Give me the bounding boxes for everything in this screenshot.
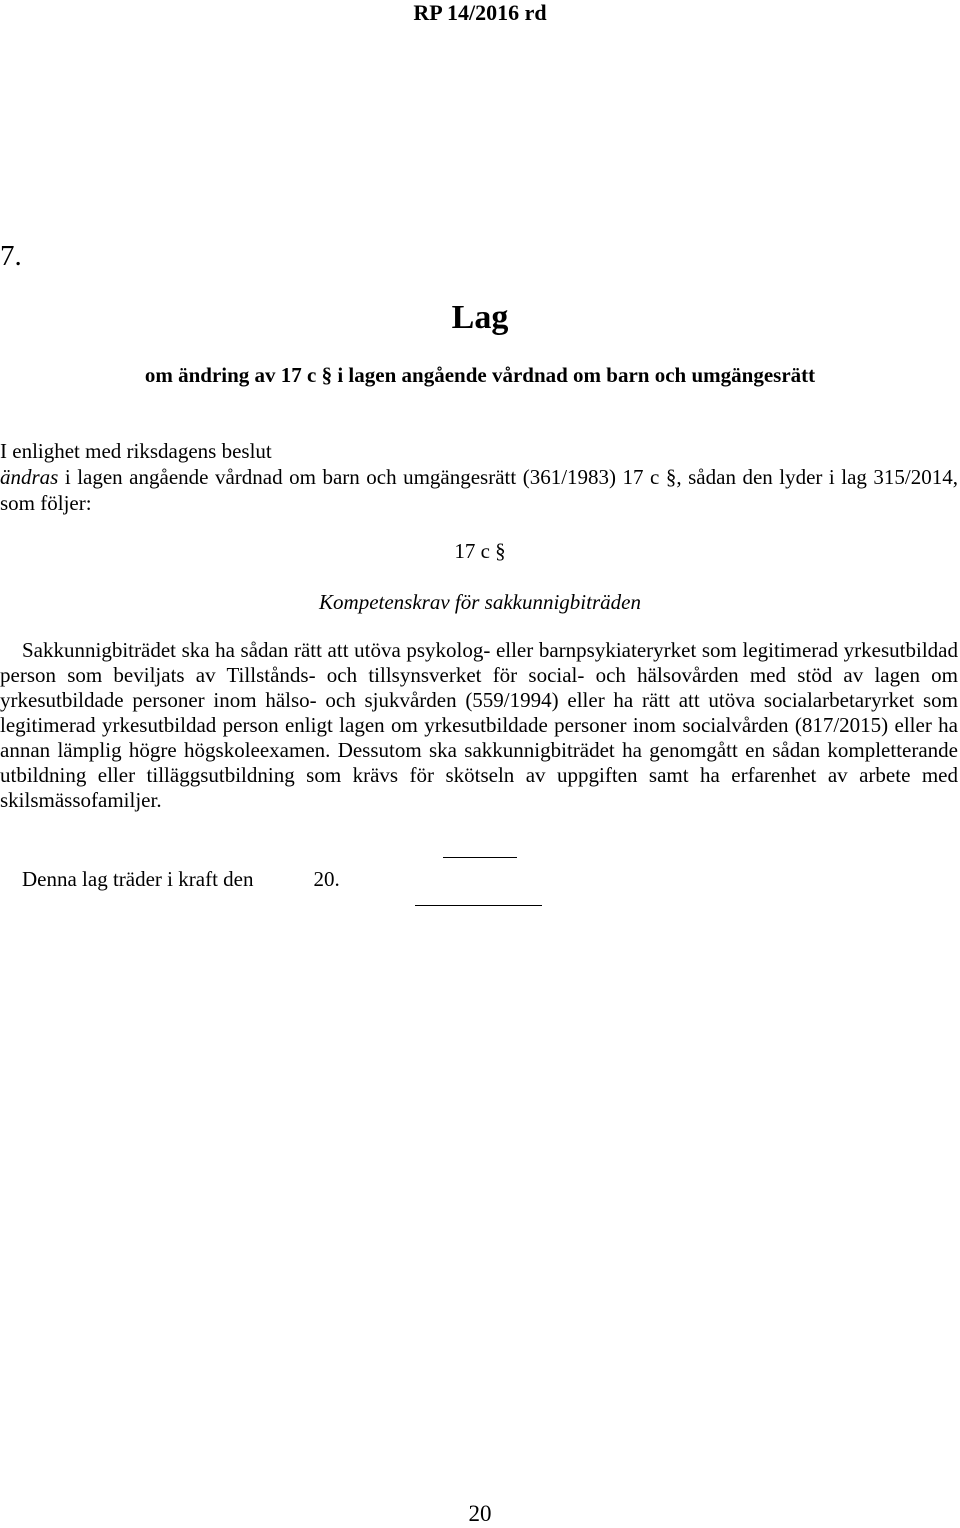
law-subtitle: om ändring av 17 c § i lagen angående vårdnad om barn och umgängesrätt	[144, 363, 816, 387]
preamble	[0, 438, 958, 516]
document-reference: RP 14/2016 rd	[413, 0, 547, 25]
section-body: Sakkunnigbiträdet ska ha sådan rätt att utöva psykolog- eller barnpsykiateryrket som legitimerad yrkesutbildad person som beviljats av Tillstånds- och tillsynsverket för social- och hälsovården med stöd av lagen om yrkesutbildade personer inom hälso- och sjukvården (559/1994) eller ha rätt att utöva socialarbetaryrket som legitimerad yrkesutbildad person enligt lagen om yrkesutbildade personer inom socialvården (817/2015) eller ha annan lämplig högre högskoleexamen. Dessutom ska sakkunnigbiträdet ha genomgått en sådan kompletterande utbildning eller tilläggsutbildning som krävs för skötseln av uppgiften samt ha erfarenhet av arbete med skilsmässofamiljer.	[0, 638, 958, 812]
effective-date-clause	[22, 866, 340, 892]
section-heading: Kompetenskrav för sakkunnigbiträden	[319, 590, 641, 614]
effective-period: .	[334, 867, 340, 891]
separator-rule-long	[415, 905, 542, 906]
section-number: 17 c §	[454, 539, 506, 563]
preamble-amendment	[0, 464, 958, 516]
separator-rule-short	[443, 857, 517, 858]
law-title: Lag	[451, 299, 509, 336]
page-number: 20	[468, 1501, 492, 1526]
effective-year: 20	[313, 867, 335, 891]
preamble-line-1: I enlighet med riksdagens beslut	[0, 439, 272, 463]
item-number: 7.	[0, 240, 22, 272]
amend-text: i lagen angående vårdnad om barn och umgängesrätt (361/1983) 17 c §, sådan den lyder i lag 315/2014, som följer:	[0, 465, 958, 515]
amend-keyword: ändras	[0, 465, 59, 489]
effective-text: Denna lag träder i kraft den	[22, 867, 254, 891]
